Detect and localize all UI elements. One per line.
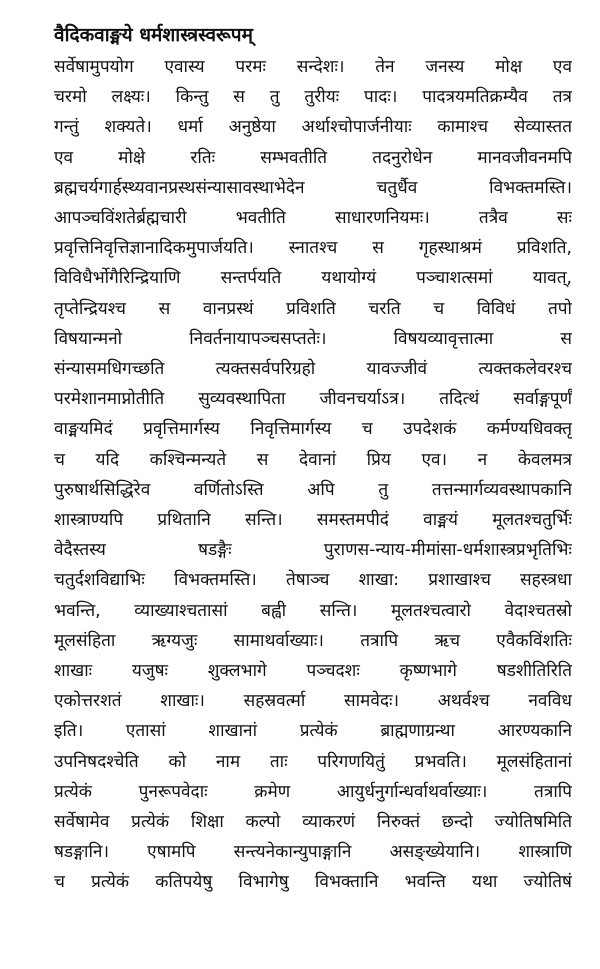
text-line: चरमो लक्ष्यः। किन्तु स तु तुरीयः पादः। पादत्रयमतिक्रम्यैव तत्र — [54, 87, 572, 108]
text-line: च प्रत्येकं कतिपयेषु विभागेषु विभक्तानि भवन्ति यथा ज्योतिषं — [54, 872, 572, 893]
text-line: सर्वेषामेव प्रत्येकं शिक्षा कल्पो व्याकरणं निरुक्तं छन्दो ज्योतिषमिति — [54, 812, 572, 833]
text-line: एकोत्तरशतं शाखाः। सहस्रवर्त्मा सामवेदः। अथर्वश्च नवविध — [54, 691, 572, 712]
text-line: एव मोक्षे रतिः सम्भवतीति तदनुरोधेन मानवजीवनमपि — [54, 147, 572, 168]
text-line: पुरुषार्थसिद्धिरेव वर्णितोऽस्ति अपि तु तत्तन्मार्गव्यवस्थापकानि — [54, 479, 572, 500]
text-line: परमेशानमाप्नोतीति सुव्यवस्थापिता जीवनचर्याऽत्र। तदित्थं सर्वाङ्गपूर्णं — [54, 389, 572, 410]
text-line: तृप्तेन्द्रियश्च स वानप्रस्थं प्रविशति चरति च विविधं तपो — [54, 298, 572, 319]
text-line: षडङ्गानि। एषामपि सन्त्यनेकान्युपाङ्गानि असङ्ख्येयानि। शास्त्राणि — [54, 842, 572, 863]
text-line: प्रवृत्तिनिवृत्तिज्ञानादिकमुपार्जयति। स्नातश्च स गृहस्थाश्रमं प्रविशति, — [54, 238, 572, 259]
text-line: मूलसंहिता ऋग्यजुः सामाथर्वाख्याः। तत्रापि ऋच एवैकविंशतिः — [54, 630, 572, 651]
text-line: चतुर्दशविद्याभिः विभक्तमस्ति। तेषाञ्च शाखा: प्रशाखाश्च सहस्त्रधा — [54, 570, 572, 591]
text-line: च यदि कश्चिन्मन्यते स देवानां प्रिय एव। न केवलमत्र — [54, 449, 572, 470]
text-line: सर्वेषामुपयोग एवास्य परमः सन्देशः। तेन जनस्य मोक्ष एव — [54, 57, 572, 77]
text-line: शाखाः यजुषः शुक्लभागे पञ्चदशः कृष्णभागे षडशीतिरिति — [54, 661, 572, 682]
section-heading: वैदिकवाङ्मये धर्मशास्त्रस्वरूपम् — [54, 24, 253, 46]
text-line: ब्रह्मचर्यगार्हस्थ्यवानप्रस्थसंन्यासावस्थाभेदेन चतुर्धैव विभक्तमस्ति। — [54, 177, 572, 198]
text-line: शास्त्राण्यपि प्रथितानि सन्ति। समस्तमपीदं वाङ्मयं मूलतश्चतुर्भिः — [54, 510, 572, 531]
text-line: भवन्ति, व्याख्याश्चतासां बह्वी सन्ति। मूलतश्चत्वारो वेदाश्चतस्रो — [54, 600, 572, 621]
text-line: इति। एतासां शाखानां प्रत्येकं ब्राह्मणाग्रन्था आरण्यकानि — [54, 721, 572, 742]
text-line: प्रत्येकं पुनरूपवेदाः क्रमेण आयुर्धनुर्गान्धर्वाथर्वाख्याः। तत्रापि — [54, 781, 572, 802]
text-line: विषयान्मनो निवर्तनायापञ्चसप्ततेः। विषयव्यावृत्तात्मा स — [54, 328, 572, 349]
text-line: उपनिषदश्चेति को नाम ताः परिगणयितुं प्रभवति। मूलसंहितानां — [54, 751, 572, 772]
text-line: वाङ्मयमिदं प्रवृत्तिमार्गस्य निवृत्तिमार्गस्य च उपदेशकं कर्मण्यधिवक्तृ — [54, 419, 572, 440]
body-paragraph — [54, 52, 572, 898]
text-line: वेदैस्तस्य षडङ्गैः पुराणस-न्याय-मीमांसा-धर्मशास्त्रप्रभृतिभिः — [54, 540, 572, 561]
text-line: आपञ्चविंशतेर्ब्रह्मचारी भवतीति साधारणनियमः। तत्रैव सः — [54, 208, 572, 229]
text-line: गन्तुं शक्यते। धर्मा अनुष्ठेया अर्थाश्चोपार्जनीयाः कामाश्च सेव्यास्तत — [54, 117, 572, 138]
text-line: विविधैर्भोगैरिन्द्रियाणि सन्तर्पयति यथायोग्यं पञ्चाशत्समां यावत्, — [54, 268, 572, 289]
text-line: संन्यासमधिगच्छति त्यक्तसर्वपरिग्रहो यावज्जीवं त्यक्तकलेवरश्च — [54, 359, 572, 380]
